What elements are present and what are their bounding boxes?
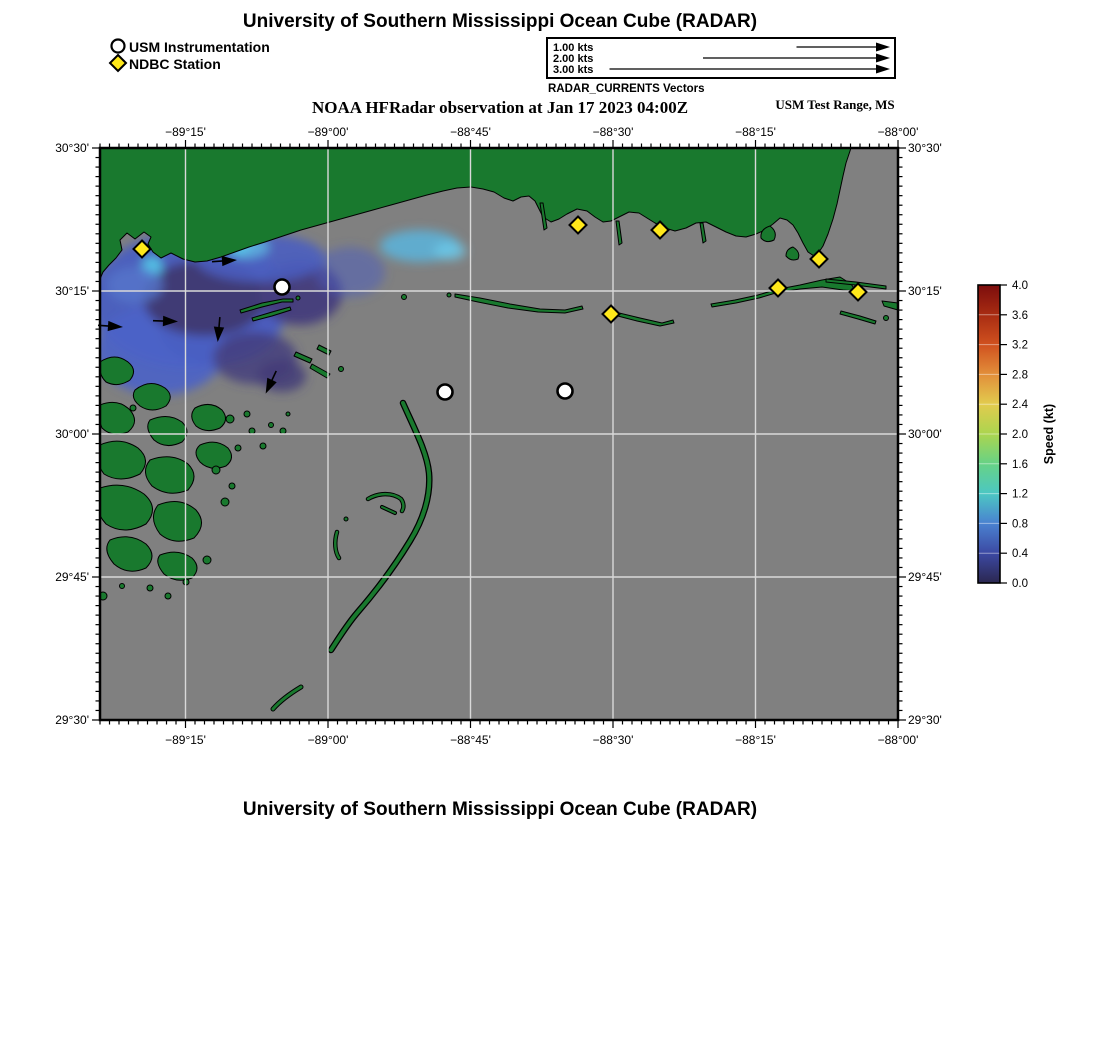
lon-tick-label: −88°15' (735, 733, 776, 747)
usm-instrumentation-icon (112, 40, 125, 53)
vector-scale-label: 2.00 kts (553, 53, 594, 65)
lon-tick-label: −88°45' (450, 733, 491, 747)
lon-tick-label: −89°15' (165, 125, 206, 139)
colorbar-tick-label: 2.8 (1012, 369, 1028, 382)
vector-scale-label: 1.00 kts (553, 42, 594, 54)
colorbar-tick-label: 4.0 (1012, 280, 1028, 292)
lon-tick-label: −88°45' (450, 125, 491, 139)
colorbar-tick-label: 2.0 (1012, 429, 1028, 441)
colorbar-tick-label: 1.6 (1012, 458, 1028, 471)
lat-tick-label: 30°00' (55, 427, 89, 441)
lon-tick-label: −88°00' (877, 733, 919, 747)
colorbar-tick-label: 1.2 (1012, 488, 1028, 501)
colorbar-tick-label: 2.4 (1012, 399, 1028, 412)
lon-tick-label: −88°30' (592, 125, 634, 139)
vector-scale-label: 3.00 kts (553, 64, 594, 76)
colorbar (978, 280, 1056, 590)
lon-tick-label: −89°15' (165, 733, 206, 747)
lat-tick-label: 30°30' (908, 141, 942, 155)
bottom-title: University of Southern Mississippi Ocean Cube (RADAR) (242, 799, 758, 820)
colorbar-tick-label: 0.4 (1012, 548, 1028, 561)
lon-tick-label: −89°00' (307, 125, 349, 139)
colorbar-tick-label: 3.2 (1012, 339, 1028, 352)
usm-station-marker (275, 280, 290, 295)
lon-tick-label: −88°00' (877, 125, 919, 139)
lat-tick-label: 29°30' (908, 713, 942, 727)
lat-tick-label: 30°00' (908, 427, 942, 441)
lat-tick-label: 30°15' (908, 284, 942, 298)
lat-tick-label: 29°45' (55, 570, 89, 584)
lat-tick-label: 29°45' (908, 570, 942, 584)
lat-tick-label: 30°30' (55, 141, 89, 155)
page-title: University of Southern Mississippi Ocean Cube (RADAR) (242, 11, 758, 32)
vector-legend-caption: RADAR_CURRENTS Vectors (548, 83, 705, 95)
colorbar-axis-label: Speed (kt) (1042, 403, 1056, 465)
usm-station-marker (438, 385, 453, 400)
colorbar-tick-label: 0.0 (1012, 578, 1028, 590)
region-label: USM Test Range, MS (775, 97, 895, 112)
legend-ndbc-label: NDBC Station (129, 56, 221, 72)
usm-station-marker (558, 384, 573, 399)
ndbc-station-icon (110, 55, 126, 71)
legend-usm-label: USM Instrumentation (129, 39, 270, 55)
lat-tick-label: 30°15' (55, 284, 89, 298)
lat-tick-label: 29°30' (55, 713, 89, 727)
lon-tick-label: −89°00' (307, 733, 349, 747)
lon-tick-label: −88°30' (592, 733, 634, 747)
lon-tick-label: −88°15' (735, 125, 776, 139)
colorbar-tick-label: 3.6 (1012, 309, 1028, 322)
colorbar-tick-label: 0.8 (1012, 518, 1028, 531)
observation-subtitle: NOAA HFRadar observation at Jan 17 2023 04:00Z (311, 98, 689, 117)
